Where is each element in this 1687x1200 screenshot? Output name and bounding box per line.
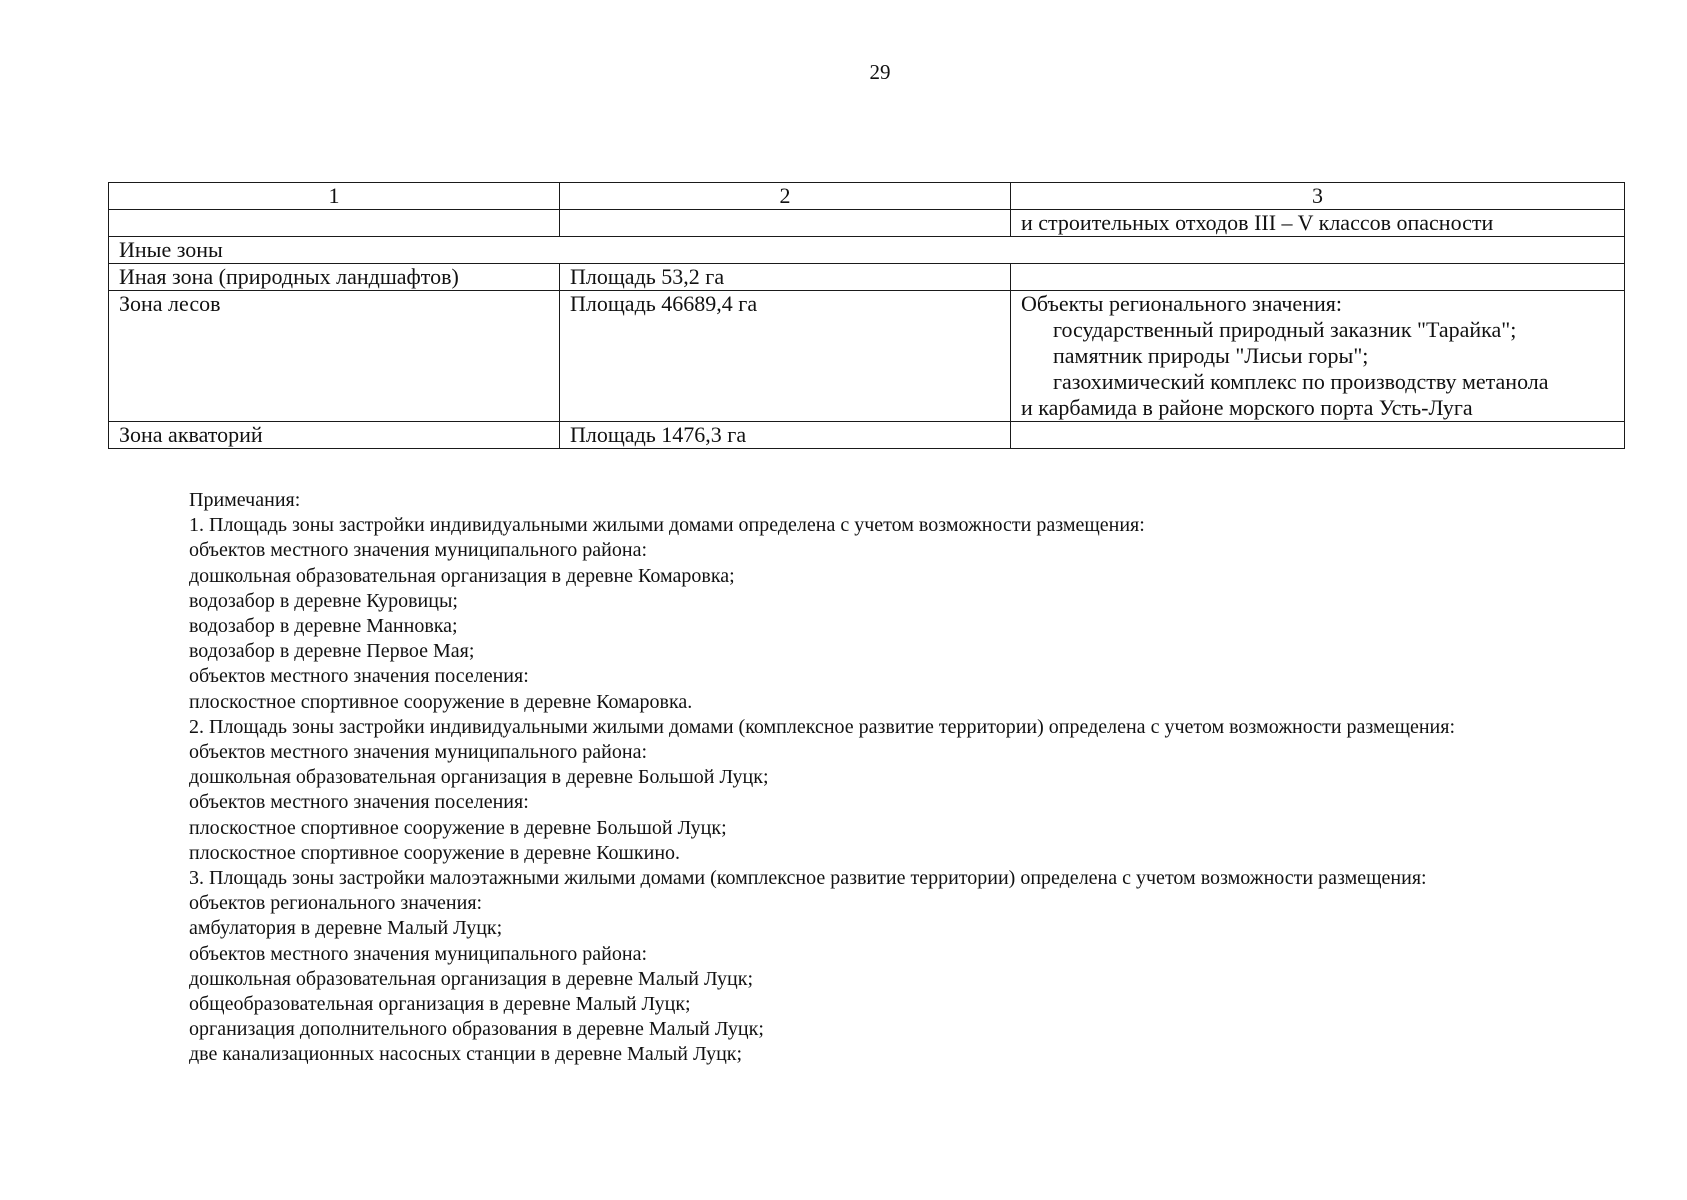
notes-block xyxy=(189,488,1455,1068)
note-line: объектов местного значения муниципального района: xyxy=(189,741,647,764)
cell-landscape-area: Площадь 53,2 га xyxy=(560,264,1011,291)
note-line: объектов местного значения поселения: xyxy=(189,791,529,814)
cell-forest-zone: Зона лесов xyxy=(109,291,560,422)
notes-title: Примечания: xyxy=(189,489,301,511)
cell-landscape-zone: Иная зона (природных ландшафтов) xyxy=(109,264,560,291)
zones-table xyxy=(108,182,1625,449)
note-line: плоскостное спортивное сооружение в деревне Кошкино. xyxy=(189,841,681,864)
note-line: водозабор в деревне Манновка; xyxy=(189,615,458,638)
table-row-water xyxy=(109,422,1625,449)
object-item: памятник природы "Лисьи горы"; xyxy=(1053,343,1369,368)
note-line: объектов местного значения поселения: xyxy=(189,665,529,688)
group-title-other-zones: Иные зоны xyxy=(109,237,1625,264)
cell-continuation-col1 xyxy=(109,210,560,237)
note-line: плоскостное спортивное сооружение в деревне Большой Луцк; xyxy=(189,816,727,839)
note-line: объектов регионального значения: xyxy=(189,892,483,915)
cell-forest-area: Площадь 46689,4 га xyxy=(560,291,1011,422)
note-line: две канализационных насосных станции в деревне Малый Луцк; xyxy=(189,1043,743,1066)
cell-continuation-col3: и строительных отходов III – V классов опасности xyxy=(1011,210,1625,237)
cell-water-area: Площадь 1476,3 га xyxy=(560,422,1011,449)
page-number: 29 xyxy=(869,60,891,84)
note-line: общеобразовательная организация в деревне Малый Луцк; xyxy=(189,993,691,1016)
note-line: водозабор в деревне Куровицы; xyxy=(189,589,458,612)
note-line: 3. Площадь зоны застройки малоэтажными жилыми домами (комплексное развитие территории) определена с учетом возможности размещения: xyxy=(189,867,1427,890)
table-row-landscape xyxy=(109,264,1625,291)
cell-continuation-col2 xyxy=(560,210,1011,237)
table-row-forest xyxy=(109,291,1625,422)
header-col-3: 3 xyxy=(1011,183,1625,210)
object-item-continuation: и карбамида в районе морского порта Усть-Луга xyxy=(1021,395,1473,420)
note-line: дошкольная образовательная организация в деревне Комаровка; xyxy=(189,564,735,587)
cell-forest-objects xyxy=(1011,291,1625,422)
cell-water-zone: Зона акваторий xyxy=(109,422,560,449)
note-line: 1. Площадь зоны застройки индивидуальными жилыми домами определена с учетом возможности размещения: xyxy=(189,514,1145,537)
note-line: дошкольная образовательная организация в деревне Малый Луцк; xyxy=(189,967,754,990)
object-item: газохимический комплекс по производству метанола xyxy=(1053,369,1549,394)
cell-water-objects xyxy=(1011,422,1625,449)
header-col-1: 1 xyxy=(109,183,560,210)
note-line: объектов местного значения муниципального района: xyxy=(189,539,647,562)
note-line: водозабор в деревне Первое Мая; xyxy=(189,640,475,663)
objects-lead: Объекты регионального значения: xyxy=(1021,291,1342,316)
table-row-continuation xyxy=(109,210,1625,237)
object-item: государственный природный заказник "Тарайка"; xyxy=(1053,317,1517,342)
note-line: дошкольная образовательная организация в деревне Большой Луцк; xyxy=(189,766,769,789)
note-line: объектов местного значения муниципального района: xyxy=(189,942,647,965)
table-group-row xyxy=(109,237,1625,264)
note-line: плоскостное спортивное сооружение в деревне Комаровка. xyxy=(189,690,693,713)
header-col-2: 2 xyxy=(560,183,1011,210)
table-header-row xyxy=(109,183,1625,210)
note-line: 2. Площадь зоны застройки индивидуальными жилыми домами (комплексное развитие территории) определена с учетом возможности размещения: xyxy=(189,715,1456,738)
note-line: амбулатория в деревне Малый Луцк; xyxy=(189,917,503,940)
note-line: организация дополнительного образования в деревне Малый Луцк; xyxy=(189,1018,764,1041)
cell-landscape-objects xyxy=(1011,264,1625,291)
